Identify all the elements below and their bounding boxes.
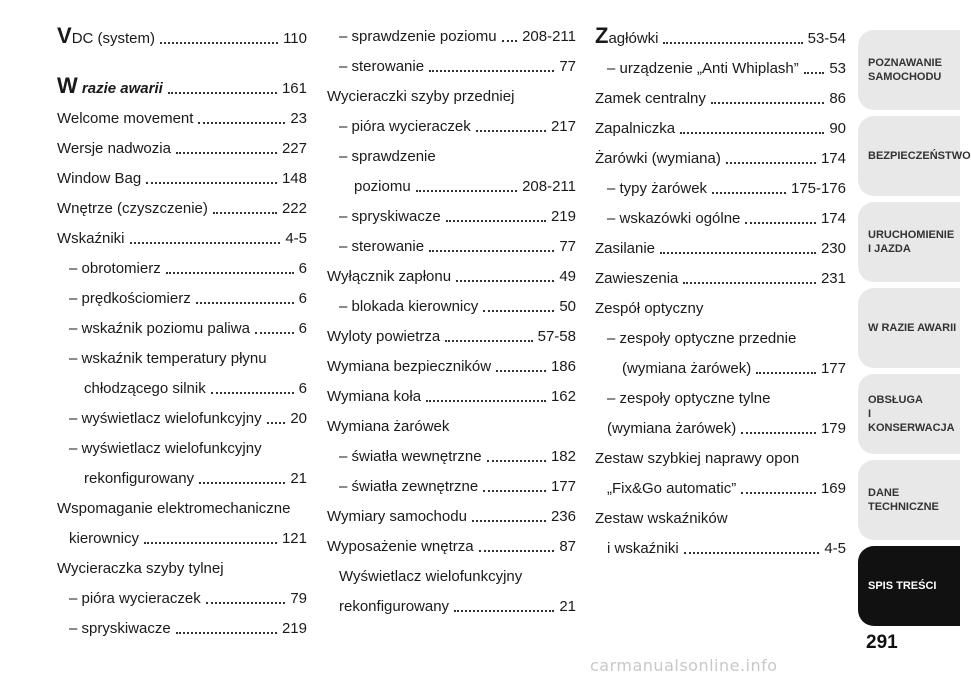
dot-leader [416,190,517,192]
index-page-ref: 79 [290,590,307,607]
index-entry-title: – wskazówki ogólne [607,210,741,227]
index-page-ref: 230 [820,240,846,257]
index-entry [327,414,576,436]
index-entry-title: Zapalniczka [595,120,676,137]
index-entry [57,286,307,308]
index-page-ref: 161 [281,80,307,97]
index-entry-title: Wyposażenie wnętrza [327,538,474,555]
dot-leader [206,602,286,604]
chapter-tab[interactable] [858,288,960,368]
index-page-ref: 4-5 [285,230,307,247]
index-entry-text: agłówki [608,30,659,47]
index-entry-title: i wskaźniki [607,540,679,557]
index-page-ref: 162 [550,388,576,405]
index-page-ref: 6 [298,380,307,397]
index-entry [57,406,307,428]
dot-leader [502,40,517,42]
dot-leader [660,252,816,254]
index-entry [327,324,576,346]
index-entry-title: Wersje nadwozia [57,140,171,157]
index-page-ref: 231 [820,270,846,287]
index-entry [327,234,576,256]
index-entry [327,594,576,616]
index-entry-title: Wyłącznik zapłonu [327,268,452,285]
index-entry-title: – zespoły optyczne tylne [607,390,771,407]
dot-leader [741,492,816,494]
index-entry [57,24,307,48]
index-entry-title: – prędkościomierz [69,290,191,307]
index-entry [57,526,307,548]
index-entry [57,376,307,398]
chapter-tab-label: URUCHOMIENIE I JAZDA [868,229,955,255]
index-entry-title [595,25,658,48]
index-entry [327,174,576,196]
index-page-ref: 57-58 [537,328,576,345]
dot-leader [198,122,285,124]
index-section-title: razie awarii [77,80,163,97]
dot-leader [166,272,294,274]
dot-leader [496,370,546,372]
index-page-ref: 148 [281,170,307,187]
index-entry-title: Wymiana koła [327,388,422,405]
index-entry [595,146,846,168]
dot-leader [680,132,824,134]
chapter-tab[interactable] [858,30,960,110]
dot-leader [483,490,546,492]
index-page-ref: 208-211 [522,28,576,45]
index-entry-title: Wymiary samochodu [327,508,467,525]
index-entry [327,354,576,376]
index-entry-title: Zawieszenia [595,270,679,287]
index-entry-title: Wyloty powietrza [327,328,441,345]
index-entry [595,506,846,528]
watermark: carmanualsonline.info [590,656,778,675]
index-entry-title: – światła zewnętrzne [339,478,479,495]
dot-leader [168,92,277,94]
index-entry [595,446,846,468]
index-page-ref: 21 [290,470,307,487]
index-entry [595,416,846,438]
dot-leader [445,340,532,342]
index-entry [57,436,307,458]
dot-leader [146,182,277,184]
index-page-ref: 86 [829,90,846,107]
index-page-ref: 174 [820,150,846,167]
index-entry-title: Żarówki (wymiana) [595,150,721,167]
index-entry-title: rekonfigurowany [84,470,195,487]
index-entry-title: Zamek centralny [595,90,706,107]
index-entry-title: – typy żarówek [607,180,708,197]
index-page-ref: 110 [283,30,307,47]
index-entry [327,84,576,106]
index-entry [327,144,576,166]
index-page-ref: 219 [550,208,576,225]
index-entry-title: Wymiana żarówek [327,418,450,435]
index-entry-title: – spryskiwacze [69,620,171,637]
dot-leader [726,162,816,164]
index-entry [327,264,576,286]
index-entry [595,266,846,288]
index-entry-title: Wspomaganie elektromechaniczne [57,500,291,517]
dot-leader [160,42,278,44]
index-entry [327,204,576,226]
index-entry-title: – urządzenie „Anti Whiplash” [607,60,799,77]
index-entry [57,616,307,638]
dot-leader [144,542,277,544]
index-page-ref: 169 [820,480,846,497]
chapter-tab[interactable] [858,460,960,540]
chapter-tab[interactable] [858,116,971,196]
dot-leader [456,280,554,282]
chapter-tab[interactable] [858,374,960,454]
dot-leader [199,482,285,484]
dot-leader [756,372,816,374]
dot-leader [446,220,546,222]
index-entry [595,86,846,108]
spacer [57,56,307,74]
index-page-ref: 186 [550,358,576,375]
index-page-ref: 121 [281,530,307,547]
dot-leader [745,222,816,224]
index-entry-title: – wyświetlacz wielofunkcyjny [69,440,262,457]
index-entry [57,106,307,128]
index-entry [327,54,576,76]
dot-leader [483,310,554,312]
index-page-ref: 236 [550,508,576,525]
index-page-ref: 208-211 [522,178,576,195]
dot-leader [663,42,802,44]
chapter-tab-label: BEZPIECZEŃSTWO [868,150,971,162]
index-page-ref: 175-176 [790,180,846,197]
index-entry-title: – zespoły optyczne przednie [607,330,797,347]
dot-leader [804,72,825,74]
index-page-ref: 217 [550,118,576,135]
index-entry-title: – spryskiwacze [339,208,441,225]
index-entry-title: – pióra wycieraczek [339,118,471,135]
index-column-3 [595,24,846,566]
index-entry [57,256,307,278]
index-entry [595,356,846,378]
dot-leader [426,400,546,402]
dot-leader [741,432,816,434]
index-entry [327,474,576,496]
index-entry-title: rekonfigurowany [339,598,450,615]
index-entry-title [57,75,163,98]
index-entry-title: – sprawdzenie [339,148,436,165]
dot-leader [684,552,820,554]
index-entry [327,114,576,136]
chapter-tab-label: W RAZIE AWARII [868,322,957,334]
index-entry [57,346,307,368]
dot-leader [429,70,554,72]
index-entry-title: – sterowanie [339,58,425,75]
index-entry [595,536,846,558]
index-page-ref: 49 [559,268,576,285]
dot-leader [176,632,277,634]
index-entry-title: – obrotomierz [69,260,161,277]
index-entry-title: Zasilanie [595,240,656,257]
index-entry-title: – wyświetlacz wielofunkcyjny [69,410,262,427]
index-letter: W [57,73,78,98]
index-entry [595,176,846,198]
index-entry [595,386,846,408]
index-entry [595,236,846,258]
index-entry-title: Zestaw wskaźników [595,510,728,527]
index-page-ref: 6 [298,260,307,277]
index-entry [595,296,846,318]
dot-leader [429,250,554,252]
index-entry-title: (wymiana żarówek) [622,360,752,377]
index-entry [57,136,307,158]
index-entry-title: – sterowanie [339,238,425,255]
index-page-ref: 77 [559,238,576,255]
chapter-tab-label: POZNAWANIE SAMOCHODU [868,57,942,83]
index-entry-title: Zespół optyczny [595,300,704,317]
index-column-1 [57,24,307,646]
index-entry-title: – blokada kierownicy [339,298,479,315]
index-entry-title [57,25,155,48]
index-page-ref: 4-5 [824,540,846,557]
chapter-tabs [858,30,971,632]
dot-leader [479,550,555,552]
index-page-ref: 182 [550,448,576,465]
index-entry [57,316,307,338]
index-page-ref: 21 [559,598,576,615]
index-entry [595,476,846,498]
index-page-ref: 77 [559,58,576,75]
index-entry-title: – wskaźnik temperatury płynu [69,350,267,367]
index-entry-title: (wymiana żarówek) [607,420,737,437]
dot-leader [213,212,277,214]
index-entry-title: Wskaźniki [57,230,125,247]
dot-leader [255,332,294,334]
index-entry-title: Wycieraczki szyby przedniej [327,88,515,105]
index-entry-title: Welcome movement [57,110,194,127]
index-letter: V [57,23,72,48]
index-entry [327,444,576,466]
index-page-ref: 179 [820,420,846,437]
dot-leader [211,392,294,394]
index-page-ref: 20 [290,410,307,427]
chapter-tab-label: SPIS TREŚCI [868,580,937,592]
dot-leader [476,130,546,132]
index-entry-title: – pióra wycieraczek [69,590,201,607]
dot-leader [454,610,554,612]
index-entry-title: Window Bag [57,170,142,187]
index-entry [327,24,576,46]
index-entry-text: DC (system) [71,30,156,47]
dot-leader [176,152,277,154]
dot-leader [130,242,281,244]
index-entry-title: kierownicy [69,530,140,547]
chapter-tab-label: DANE TECHNICZNE [868,487,939,513]
index-page-ref: 227 [281,140,307,157]
chapter-tab[interactable] [858,202,960,282]
index-column-2 [327,24,576,624]
index-entry [327,504,576,526]
index-entry [57,496,307,518]
index-entry-title: – światła wewnętrzne [339,448,482,465]
dot-leader [683,282,816,284]
index-entry [57,226,307,248]
index-entry [57,166,307,188]
index-page-ref: 6 [298,290,307,307]
index-entry [595,56,846,78]
page-number: 291 [866,632,898,653]
index-entry [327,294,576,316]
chapter-tab[interactable] [858,546,960,626]
index-page-ref: 177 [820,360,846,377]
index-entry [595,326,846,348]
index-entry-title: Zestaw szybkiej naprawy opon [595,450,800,467]
index-entry-title: – sprawdzenie poziomu [339,28,497,45]
index-entry-title: – wskaźnik poziomu paliwa [69,320,250,337]
index-page-ref: 222 [281,200,307,217]
index-page-ref: 53-54 [807,30,846,47]
index-page-ref: 174 [820,210,846,227]
index-entry [327,564,576,586]
index-entry [57,466,307,488]
chapter-tab-label: OBSŁUGA I KONSERWACJA [868,394,955,434]
index-entry [57,556,307,578]
index-page-ref: 53 [829,60,846,77]
index-entry [57,74,307,98]
index-page-ref: 177 [550,478,576,495]
index-entry-title: Wycieraczka szyby tylnej [57,560,224,577]
index-entry-title: Wnętrze (czyszczenie) [57,200,208,217]
dot-leader [472,520,546,522]
index-entry [595,24,846,48]
index-entry [595,206,846,228]
index-entry [327,534,576,556]
dot-leader [267,422,286,424]
index-page-ref: 23 [290,110,307,127]
index-entry [595,116,846,138]
index-page-ref: 87 [559,538,576,555]
index-page-ref: 6 [298,320,307,337]
index-entry-title: „Fix&Go automatic” [607,480,737,497]
index-page-ref: 219 [281,620,307,637]
index-entry-title: poziomu [354,178,411,195]
index-entry [57,196,307,218]
index-entry-title: chłodzącego silnik [84,380,206,397]
dot-leader [196,302,294,304]
dot-leader [711,102,824,104]
dot-leader [712,192,786,194]
index-letter: Z [595,23,609,48]
index-entry [57,586,307,608]
index-entry-title: Wymiana bezpieczników [327,358,492,375]
index-page-ref: 90 [829,120,846,137]
index-page-ref: 50 [559,298,576,315]
dot-leader [487,460,546,462]
index-entry-title: Wyświetlacz wielofunkcyjny [339,568,523,585]
index-entry [327,384,576,406]
